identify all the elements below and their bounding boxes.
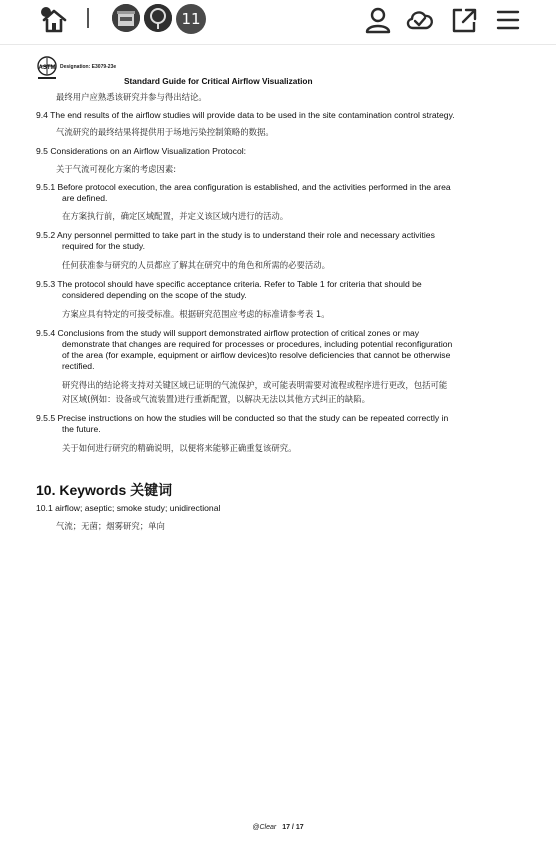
paragraph-9-5-5-cont: the future. xyxy=(62,424,101,434)
paragraph-9-5-4-cont-3: rectified. xyxy=(62,361,95,371)
paragraph-9-5: 9.5 Considerations on an Airflow Visualization Protocol: xyxy=(36,146,247,156)
user-icon[interactable] xyxy=(362,4,394,36)
svg-text:ASTM: ASTM xyxy=(38,65,56,71)
paragraph-9-5-1-zh: 在方案执行前，确定区域配置，并定义该区域内进行的活动。 xyxy=(62,211,289,221)
share-icon[interactable] xyxy=(448,4,480,36)
paragraph-9-5-3-cont: considered depending on the scope of the study. xyxy=(62,290,247,300)
paragraph-9-4-zh: 气流研究的最终结果将提供用于场地污染控制策略的数据。 xyxy=(56,127,274,137)
toolbar-divider xyxy=(87,8,89,28)
audio-thumbnail-icon[interactable] xyxy=(144,4,172,32)
reader-toolbar xyxy=(0,0,556,40)
paragraph-9-5-4-cont-2: of the area (for example, equipment or airflow devices)to resolve deficiencies that cannot be otherwise xyxy=(62,350,451,360)
section-heading-keywords: 10. Keywords 关键词 xyxy=(36,482,173,498)
cast-thumbnail-icon[interactable] xyxy=(112,4,140,32)
paragraph-9-5-2-zh: 任何获准参与研究的人员都应了解其在研究中的角色和所需的必要活动。 xyxy=(62,260,330,270)
paragraph-9-5-2-cont: required for the study. xyxy=(62,241,145,251)
toolbar-separator xyxy=(0,44,556,45)
footer-brand: @Clear xyxy=(252,824,277,831)
paragraph-9-5-1-cont: are defined. xyxy=(62,193,108,203)
document-page xyxy=(0,56,556,90)
paragraph-9-4: 9.4 The end results of the airflow studies will provide data to be used in the site contamination control strategy. xyxy=(36,110,455,120)
page-footer xyxy=(0,824,556,831)
paragraph-9-5-4: 9.5.4 Conclusions from the study will support demonstrated airflow protection of critical zones or may xyxy=(36,328,420,338)
paragraph-10-1-zh: 气流；无菌；烟雾研究；单向 xyxy=(56,521,165,531)
thumbnail-badge[interactable]: 11 xyxy=(176,4,206,34)
document-header xyxy=(0,56,556,90)
paragraph-9-5-zh: 关于气流可视化方案的考虑因素: xyxy=(56,164,177,174)
cloud-check-icon[interactable] xyxy=(404,4,436,36)
page-indicator: 17 / 17 xyxy=(282,824,304,831)
menu-icon[interactable] xyxy=(492,4,524,36)
paragraph-9-5-2: 9.5.2 Any personnel permitted to take part in the study is to understand their role and necessary activities xyxy=(36,230,435,240)
paragraph-9-5-4-zh-1: 研究得出的结论将支持对关键区域已证明的气流保护，或可能表明需要对流程或程序进行更改，包括可能 xyxy=(62,380,448,390)
paragraph-9-5-4-zh-2: 对区域(例如：设备或气流装置)进行重新配置，以解决无法以其他方式纠正的缺陷。 xyxy=(62,394,371,404)
paragraph-9-5-5: 9.5.5 Precise instructions on how the studies will be conducted so that the study can be repeated correctly in xyxy=(36,413,449,423)
paragraph-9-5-3: 9.5.3 The protocol should have specific acceptance criteria. Refer to Table 1 for criteria that should be xyxy=(36,279,422,289)
document-title: Standard Guide for Critical Airflow Visualization xyxy=(124,76,313,86)
document-designation: Designation: E3079-23e xyxy=(60,64,117,70)
paragraph-9-5-3-zh: 方案应具有特定的可接受标准。根据研究范围应考虑的标准请参考表 1。 xyxy=(62,309,330,319)
paragraph-10-1: 10.1 airflow; aseptic; smoke study; unidirectional xyxy=(36,503,221,513)
paragraph-9-5-1: 9.5.1 Before protocol execution, the area configuration is established, and the activities performed in the area xyxy=(36,182,451,192)
text-line: 最终用户应熟悉该研究并参与得出结论。 xyxy=(56,92,207,102)
paragraph-9-5-4-cont-1: demonstrate that changes are required for processes or procedures, including potential reconfiguration xyxy=(62,339,453,349)
astm-logo-icon xyxy=(36,56,58,82)
home-icon[interactable] xyxy=(38,4,70,36)
paragraph-9-5-5-zh: 关于如何进行研究的精确说明，以便将来能够正确重复该研究。 xyxy=(62,443,297,453)
